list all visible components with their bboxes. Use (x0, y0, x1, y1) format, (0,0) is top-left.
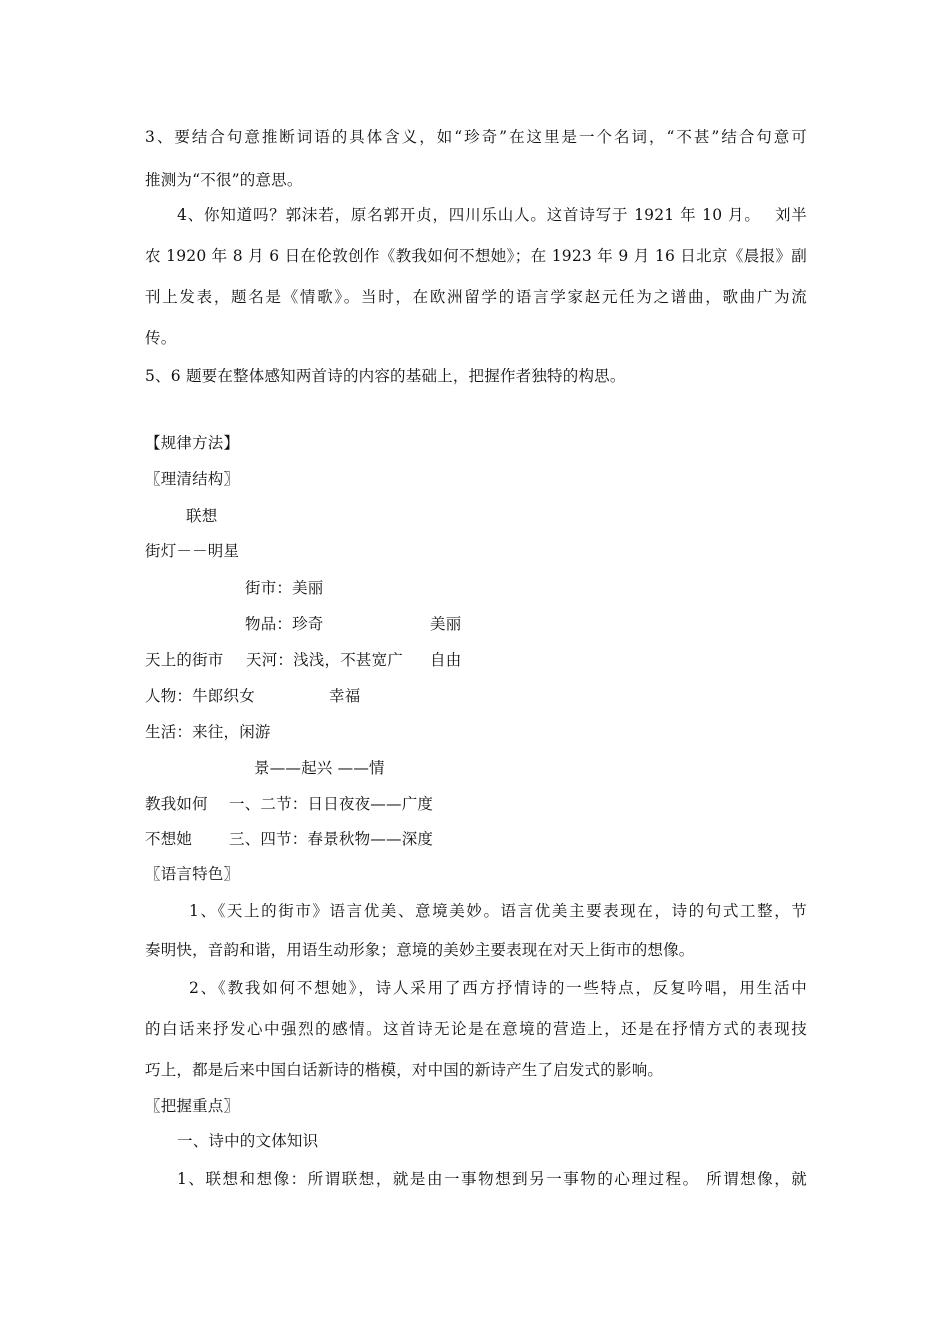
text-line: 1、联想和想像：所谓联想，就是由一事物想到另一事物的心理过程。 所谓想像，就 (177, 1170, 807, 1188)
text-line: 4、你知道吗？郭沫若，原名郭开贞，四川乐山人。这首诗写于 1921 年 10 月。 刘半 (177, 206, 807, 224)
subsection-heading: 〖语言特色〗 (145, 865, 240, 883)
structure-label: 生活：来往，闲游 (145, 723, 271, 741)
structure-label: 天河：浅浅，不甚宽广 (246, 651, 404, 669)
text-line: 的白话来抒发心中强烈的感情。这首诗无论是在意境的营造上，还是在抒情方式的表现技 (145, 1020, 807, 1038)
structure-label: 三、四节：春景秋物——深度 (229, 830, 434, 848)
structure-label: 幸福 (329, 687, 361, 705)
subsection-heading: 〖把握重点〗 (145, 1097, 240, 1115)
structure-label: 物品：珍奇 (245, 615, 324, 633)
text-line: 3、要结合句意推断词语的具体含义，如“珍奇”在这里是一个名词，“不甚”结合句意可 (145, 128, 807, 146)
text-line: 2、《教我如何不想她》，诗人采用了西方抒情诗的一些特点，反复吟唱，用生活中 (189, 979, 807, 997)
structure-label: 不想她 (145, 830, 193, 848)
structure-label: 街市：美丽 (245, 579, 324, 597)
structure-label: 教我如何 (145, 795, 208, 813)
structure-label: 自由 (430, 651, 462, 669)
text-line: 1、《天上的街市》语言优美、意境美妙。语言优美主要表现在，诗的句式工整，节 (189, 902, 807, 920)
structure-label: 街灯－－明星 (145, 542, 240, 560)
structure-label: 一、二节：日日夜夜——广度 (229, 795, 434, 813)
text-line: 农 1920 年 8 月 6 日在伦敦创作《教我如何不想她》；在 1923 年 9 月 16 日北京《晨报》副 (145, 247, 807, 265)
structure-label: 人物：牛郎织女 (145, 687, 255, 705)
subsection-heading: 〖理清结构〗 (145, 470, 240, 488)
text-line: 奏明快，音韵和谐，用语生动形象；意境的美妙主要表现在对天上街市的想像。 (145, 941, 695, 959)
text-line: 一、诗中的文体知识 (177, 1132, 319, 1150)
text-line: 刊上发表，题名是《情歌》。当时，在欧洲留学的语言学家赵元任为之谱曲，歌曲广为流 (145, 288, 807, 306)
section-heading: 【规律方法】 (145, 434, 240, 452)
text-line: 巧上，都是后来中国白话新诗的楷模，对中国的新诗产生了启发式的影响。 (145, 1061, 664, 1079)
text-line: 传。 (145, 329, 177, 347)
structure-label: 美丽 (430, 615, 462, 633)
text-line: 推测为“不很”的意思。 (145, 171, 303, 189)
structure-label: 景——起兴 ——情 (254, 759, 385, 777)
structure-label: 天上的街市 (145, 651, 224, 669)
structure-label: 联想 (186, 507, 218, 525)
text-line: 5、6 题要在整体感知两首诗的内容的基础上，把握作者独特的构思。 (145, 367, 626, 385)
